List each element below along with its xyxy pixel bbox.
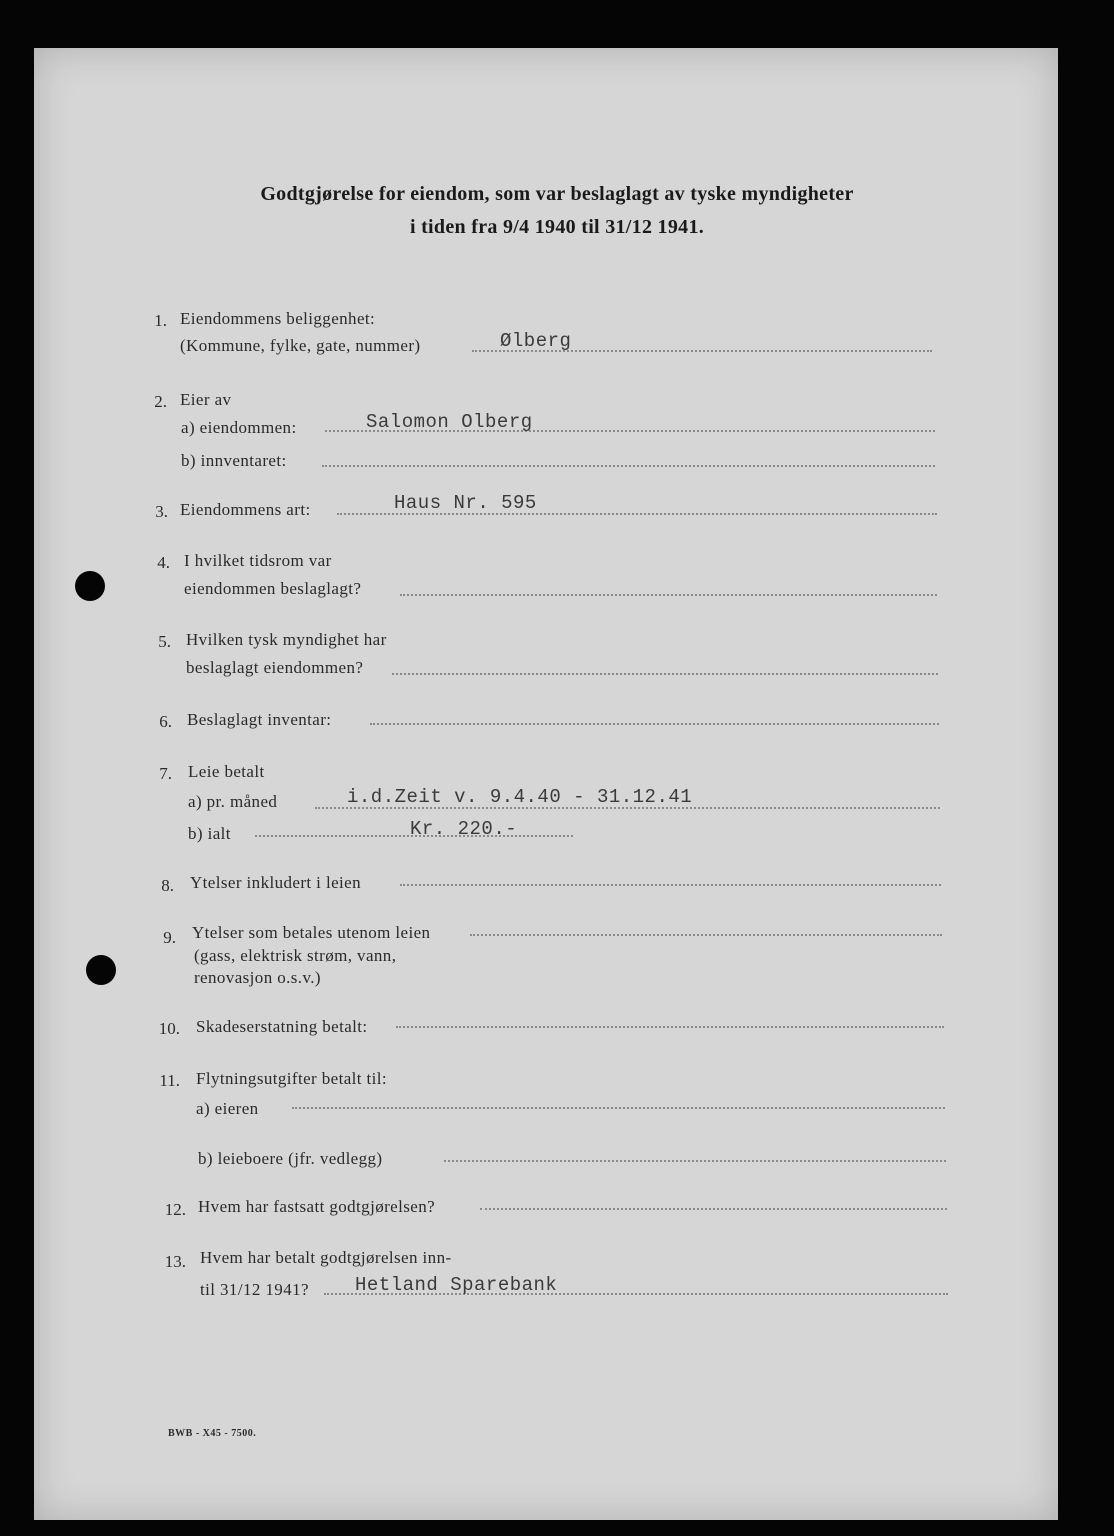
item-1-number: 1. <box>154 311 167 330</box>
item-6-fill-line[interactable] <box>370 723 939 725</box>
item-3-label: Eiendommens art: <box>180 500 311 519</box>
item-11a-label: a) eieren <box>196 1099 259 1118</box>
punch-hole-upper <box>75 571 105 601</box>
item-11b-fill-line[interactable] <box>444 1160 946 1162</box>
item-8-label: Ytelser inkludert i leien <box>190 873 361 892</box>
item-3-value: Haus Nr. 595 <box>394 492 537 514</box>
item-11b-label: b) leieboere (jfr. vedlegg) <box>198 1149 383 1168</box>
item-2a-label: a) eiendommen: <box>181 418 297 437</box>
item-10-fill-line[interactable] <box>396 1026 944 1028</box>
item-5-label: Hvilken tysk myndighet har <box>186 630 387 649</box>
item-12-number: 12. <box>164 1200 186 1219</box>
item-12-fill-line[interactable] <box>480 1208 947 1210</box>
item-7-label: Leie betalt <box>188 762 265 781</box>
item-4-fill-line[interactable] <box>400 594 937 596</box>
item-4-label: I hvilket tidsrom var <box>184 551 332 570</box>
item-13-sublabel: til 31/12 1941? <box>200 1280 309 1299</box>
item-1-value: Ølberg <box>500 330 572 352</box>
form-title-line-1: Godtgjørelse for eiendom, som var beslaglagt av tyske myndigheter <box>260 183 854 205</box>
punch-hole-lower <box>86 955 116 985</box>
form-footer-code: BWB - X45 - 7500. <box>168 1428 257 1439</box>
item-4-sublabel: eiendommen beslaglagt? <box>184 579 362 598</box>
item-2b-label: b) innventaret: <box>181 451 287 470</box>
item-12-label: Hvem har fastsatt godtgjørelsen? <box>198 1197 436 1216</box>
item-7b-value: Kr. 220.- <box>410 818 518 840</box>
item-3-number: 3. <box>155 502 168 521</box>
item-9-number: 9. <box>163 928 176 947</box>
item-9-fill-line[interactable] <box>470 934 942 936</box>
item-13-label: Hvem har betalt godtgjørelsen inn- <box>200 1248 452 1267</box>
item-5-fill-line[interactable] <box>392 673 938 675</box>
item-2-label: Eier av <box>180 390 232 409</box>
item-7b-label: b) ialt <box>188 824 231 843</box>
document-page <box>34 48 1058 1520</box>
item-9-sublabel-2: renovasjon o.s.v.) <box>194 968 321 987</box>
item-10-number: 10. <box>158 1019 180 1038</box>
item-5-number: 5. <box>158 632 171 651</box>
item-9-label: Ytelser som betales utenom leien <box>192 923 431 942</box>
item-11a-fill-line[interactable] <box>292 1107 945 1109</box>
item-5-sublabel: beslaglagt eiendommen? <box>186 658 364 677</box>
item-6-label: Beslaglagt inventar: <box>187 710 332 729</box>
item-11-number: 11. <box>159 1071 180 1090</box>
item-9-sublabel-1: (gass, elektrisk strøm, vann, <box>194 946 397 965</box>
item-13-number: 13. <box>164 1252 186 1271</box>
form-title-line-2: i tiden fra 9/4 1940 til 31/12 1941. <box>409 216 705 238</box>
item-7-number: 7. <box>159 764 172 783</box>
item-8-fill-line[interactable] <box>400 884 941 886</box>
item-10-label: Skadeserstatning betalt: <box>196 1017 368 1036</box>
item-7a-value: i.d.Zeit v. 9.4.40 - 31.12.41 <box>347 786 693 808</box>
item-8-number: 8. <box>161 876 174 895</box>
item-6-number: 6. <box>159 712 172 731</box>
item-4-number: 4. <box>157 553 170 572</box>
item-2-number: 2. <box>154 392 167 411</box>
item-1-label: Eiendommens beliggenhet: <box>180 309 376 328</box>
item-11-label: Flytningsutgifter betalt til: <box>196 1069 388 1088</box>
item-1-sublabel: (Kommune, fylke, gate, nummer) <box>180 336 421 355</box>
item-13-value: Hetland Sparebank <box>355 1274 558 1296</box>
item-2b-fill-line[interactable] <box>322 465 935 467</box>
item-2a-value: Salomon Olberg <box>366 411 533 433</box>
item-7a-label: a) pr. måned <box>188 792 278 811</box>
